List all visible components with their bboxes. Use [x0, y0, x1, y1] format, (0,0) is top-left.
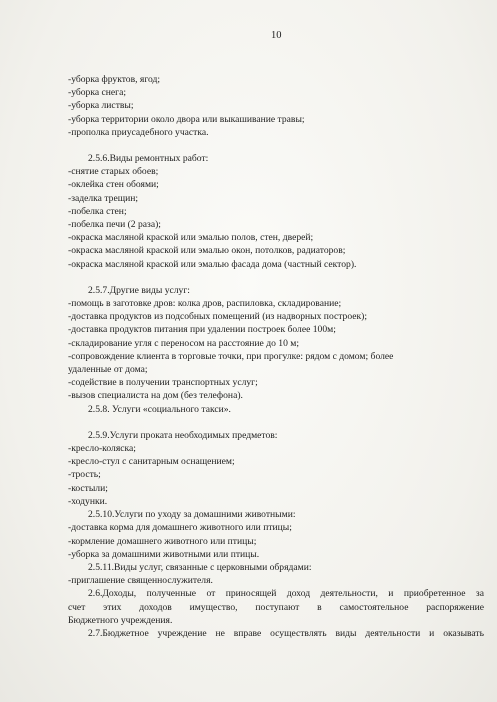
text-line: -уборка снега; — [68, 87, 127, 99]
text-line: -уборка территории около двора или выкашивание травы; — [68, 113, 305, 125]
text-line: -прополка приусадебного участка. — [68, 126, 209, 138]
text-line: -уборка за домашними животными или птицы. — [68, 548, 260, 560]
text-line: -побелка стен; — [68, 205, 127, 217]
text-line: -заделка трещин; — [68, 192, 139, 204]
text-line: -снятие старых обоев; — [68, 166, 159, 178]
section-heading: 2.5.10.Услуги по уходу за домашними животными: — [88, 509, 296, 521]
paragraph-line: Бюджетного учреждения. — [68, 614, 173, 626]
text-line: -кормление домашнего животного или птицы; — [68, 535, 257, 547]
section-heading: 2.5.11.Виды услуг, связанные с церковными обрядами: — [88, 561, 312, 573]
text-line: -складирование угля с переносом на расстояние до 10 м; — [68, 337, 299, 349]
text-line: -ходунки. — [68, 495, 108, 507]
text-line: -сопровождение клиента в торговые точки, при прогулке: рядом с домом; более — [68, 350, 394, 362]
text-line: -костыли; — [68, 482, 108, 494]
text-line: -помощь в заготовке дров: колка дров, распиловка, складирование; — [68, 298, 342, 310]
text-line: -побелка печи (2 раза); — [68, 219, 161, 231]
text-line: -вызов специалиста на дом (без телефона). — [68, 390, 243, 402]
section-heading: 2.5.9.Услуги проката необходимых предметов: — [88, 429, 278, 441]
paragraph-line: счет этих доходов имущество, поступают в самостоятельное распоряжение — [68, 601, 484, 613]
text-line: -оклейка стен обоями; — [68, 179, 159, 191]
text-line: -содействие в получении транспортных услуг; — [68, 377, 258, 389]
document-body — [68, 73, 484, 640]
section-heading: 2.5.8. Услуги «социального такси». — [88, 403, 231, 415]
text-line: -трость; — [68, 469, 101, 481]
text-line: удаленные от дома; — [68, 364, 148, 376]
text-line: -доставка корма для домашнего животного или птицы; — [68, 522, 292, 534]
section-heading: 2.5.7.Другие виды услуг: — [88, 284, 190, 296]
text-line: -приглашение священнослужителя. — [68, 575, 213, 587]
paragraph-line: 2.7.Бюджетное учреждение не вправе осуществлять виды деятельности и оказывать — [88, 627, 484, 639]
text-line: -кресло-коляска; — [68, 443, 136, 455]
text-line: -доставка продуктов из подсобных помещений (из надворных построек); — [68, 311, 368, 323]
page-number: 10 — [271, 30, 282, 41]
text-line: -окраска масляной краской или эмалью окон, потолков, радиаторов; — [68, 245, 346, 257]
text-line: -окраска масляной краской или эмалью полов, стен, дверей; — [68, 232, 314, 244]
text-line: -уборка листвы; — [68, 100, 134, 112]
section-heading: 2.5.6.Виды ремонтных работ: — [88, 153, 209, 165]
text-line: -кресло-стул с санитарным оснащением; — [68, 456, 235, 468]
text-line: -окраска масляной краской или эмалью фасада дома (частный сектор). — [68, 258, 357, 270]
text-line: -доставка продуктов питания при удалении построек более 100м; — [68, 324, 336, 336]
text-line: -уборка фруктов, ягод; — [68, 74, 161, 85]
paragraph-line: 2.6.Доходы, полученные от приносящей доход деятельности, и приобретенное за — [88, 588, 484, 600]
